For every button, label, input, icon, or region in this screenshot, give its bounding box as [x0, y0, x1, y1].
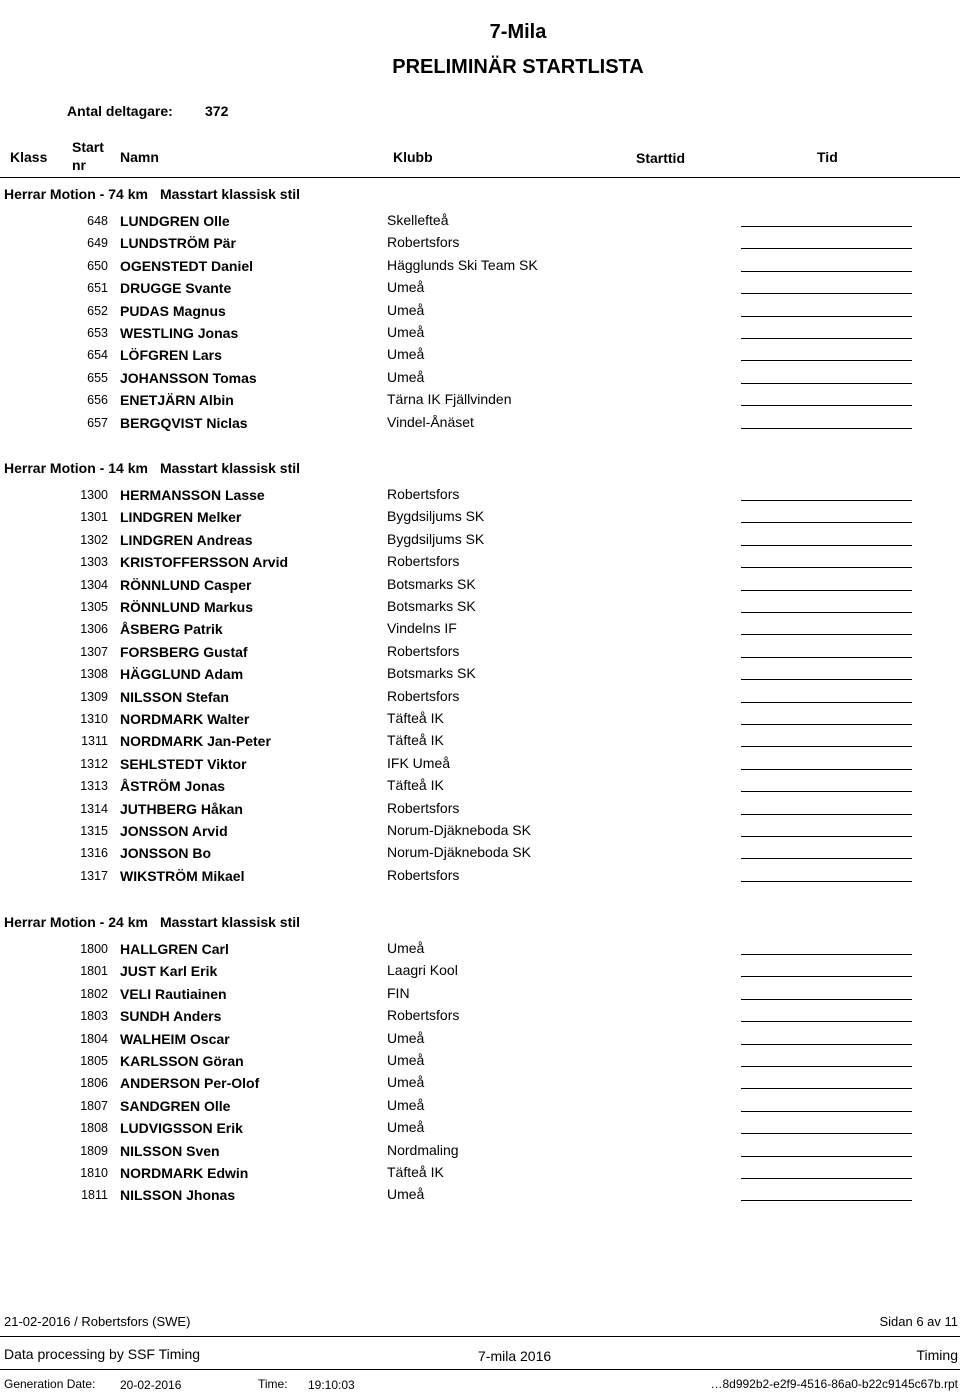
footer-date-place: 21-02-2016 / Robertsfors (SWE) — [4, 1314, 191, 1329]
time-entry-line — [741, 545, 912, 546]
participant-name: LÖFGREN Lars — [120, 347, 222, 364]
column-header-tid: Tid — [817, 149, 838, 165]
start-number: 1306 — [80, 622, 108, 637]
start-number: 1800 — [80, 942, 108, 956]
column-header-namn: Namn — [120, 149, 159, 165]
participant-club: Robertsfors — [387, 799, 460, 816]
page-title: 7-Mila — [489, 21, 547, 43]
start-number: 1809 — [80, 1143, 108, 1158]
start-list-row — [0, 1142, 960, 1164]
participant-name: DRUGGE Svante — [120, 280, 232, 297]
start-number: 1302 — [80, 532, 108, 547]
time-entry-line — [741, 954, 912, 955]
start-number: 1309 — [80, 689, 108, 704]
start-list-row — [0, 346, 960, 368]
time-entry-line — [741, 999, 912, 1000]
start-list-row — [0, 486, 960, 508]
start-number: 1807 — [80, 1098, 108, 1113]
start-number: 1301 — [80, 510, 108, 525]
participant-count-label: Antal deltagare: — [67, 103, 173, 119]
start-number: 1802 — [80, 986, 108, 1001]
start-list-row — [0, 391, 960, 413]
footer-processing: Data processing by SSF Timing — [4, 1346, 201, 1362]
start-number: 1305 — [80, 600, 108, 614]
participant-club: Laagri Kool — [387, 962, 458, 979]
start-list-row — [0, 279, 960, 301]
participant-name: NILSSON Stefan — [120, 688, 229, 705]
section-title — [4, 914, 300, 930]
time-entry-line — [741, 657, 912, 658]
section-class-name: Herrar Motion - 24 km — [4, 914, 148, 930]
participant-name: NORDMARK Edwin — [120, 1165, 249, 1181]
participant-club: Vindelns IF — [387, 620, 457, 637]
time-entry-line — [741, 1111, 912, 1112]
start-list-row — [0, 777, 960, 799]
participant-club: Botsmarks SK — [387, 665, 476, 682]
time-entry-line — [741, 1133, 912, 1134]
start-list-row — [0, 665, 960, 687]
participant-club: Norum-Djäkneboda SK — [387, 844, 531, 861]
start-list-row — [0, 257, 960, 279]
participant-name: JOHANSSON Tomas — [120, 369, 257, 386]
start-number: 1307 — [80, 644, 108, 659]
participant-name: ENETJÄRN Albin — [120, 392, 234, 409]
participant-name: VELI Rautiainen — [120, 985, 227, 1002]
participant-club: Umeå — [387, 346, 425, 363]
section-title — [4, 460, 300, 476]
footer-divider-top — [0, 1336, 960, 1337]
start-number: 1805 — [80, 1054, 108, 1068]
section-start-type: Masstart klassisk stil — [159, 914, 301, 930]
time-entry-line — [741, 814, 912, 815]
time-entry-line — [741, 271, 912, 272]
section-title — [4, 186, 300, 202]
time-entry-line — [741, 836, 912, 837]
start-number: 1804 — [80, 1031, 108, 1046]
start-number: 651 — [87, 281, 108, 296]
time-entry-line — [741, 567, 912, 568]
column-header-start: Start — [72, 139, 104, 155]
time-entry-line — [741, 405, 912, 406]
participant-club: Robertsfors — [387, 642, 460, 659]
participant-name: BERGQVIST Niclas — [120, 414, 248, 431]
start-list-row — [0, 940, 960, 962]
start-number: 654 — [87, 348, 108, 363]
participant-club: Robertsfors — [387, 866, 460, 883]
participant-club: Nordmaling — [387, 1141, 459, 1158]
time-entry-line — [741, 1066, 912, 1067]
start-number: 1313 — [80, 779, 108, 794]
footer-time-value: 19:10:03 — [308, 1378, 355, 1392]
start-number: 1300 — [80, 488, 108, 502]
header-divider — [0, 177, 960, 178]
time-entry-line — [741, 976, 912, 977]
participant-club: Vindel-Ånäset — [387, 413, 474, 430]
start-list-row — [0, 732, 960, 754]
start-list-row — [0, 1052, 960, 1074]
start-list-row — [0, 553, 960, 575]
participant-club: Umeå — [387, 301, 425, 318]
participant-name: PUDAS Magnus — [120, 302, 226, 319]
participant-name: WESTLING Jonas — [120, 325, 239, 341]
participant-club: FIN — [387, 984, 410, 1001]
participant-club: Umeå — [387, 940, 425, 956]
start-list-row — [0, 234, 960, 256]
participant-club: Robertsfors — [387, 1007, 460, 1024]
time-entry-line — [741, 858, 912, 859]
participant-name: HALLGREN Carl — [120, 941, 229, 957]
section-start-type: Masstart klassisk stil — [159, 460, 301, 476]
section-start-type: Masstart klassisk stil — [159, 186, 301, 202]
participant-name: SEHLSTEDT Viktor — [120, 755, 247, 772]
start-list-row — [0, 598, 960, 620]
time-entry-line — [741, 338, 912, 339]
time-entry-line — [741, 428, 912, 429]
footer-report-file: …8d992b2-e2f9-4516-86a0-b22c9145c67b.rpt — [710, 1377, 958, 1391]
participant-name: WALHEIM Oscar — [120, 1030, 230, 1047]
time-entry-line — [741, 612, 912, 613]
time-entry-line — [741, 293, 912, 294]
start-list-row — [0, 844, 960, 866]
participant-name: HERMANSSON Lasse — [120, 487, 265, 503]
time-entry-line — [741, 226, 912, 227]
section-class-name: Herrar Motion - 74 km — [4, 186, 148, 202]
time-entry-line — [741, 634, 912, 635]
start-list-row — [0, 962, 960, 984]
start-list-row — [0, 643, 960, 665]
participant-name: LINDGREN Andreas — [120, 531, 253, 548]
participant-name: LUNDGREN Olle — [120, 213, 230, 229]
participant-club: Umeå — [387, 1186, 425, 1203]
time-entry-line — [741, 679, 912, 680]
participant-count-value: 372 — [205, 103, 229, 119]
participant-club: Umeå — [387, 1029, 425, 1046]
footer-divider-bottom — [0, 1369, 960, 1370]
participant-name: LUDVIGSSON Erik — [120, 1120, 243, 1137]
time-entry-line — [741, 769, 912, 770]
start-number: 652 — [87, 303, 108, 318]
start-number: 1803 — [80, 1009, 108, 1024]
start-list-row — [0, 710, 960, 732]
time-entry-line — [741, 383, 912, 384]
time-entry-line — [741, 590, 912, 591]
time-entry-line — [741, 1156, 912, 1157]
participant-club: Umeå — [387, 1096, 425, 1113]
participant-name: RÖNNLUND Casper — [120, 576, 252, 593]
start-list-row — [0, 867, 960, 889]
start-number: 1314 — [80, 801, 108, 816]
participant-name: NORDMARK Jan-Peter — [120, 733, 271, 750]
start-number: 1310 — [80, 712, 108, 726]
participant-name: JUTHBERG Håkan — [120, 800, 243, 817]
time-entry-line — [741, 360, 912, 361]
participant-name: NILSSON Sven — [120, 1142, 220, 1159]
participant-name: NILSSON Jhonas — [120, 1187, 236, 1204]
footer-generation-date: 20-02-2016 — [120, 1378, 182, 1392]
participant-club: Bygdsiljums SK — [387, 508, 485, 525]
start-list-row — [0, 1119, 960, 1141]
time-entry-line — [741, 791, 912, 792]
participant-name: JONSSON Bo — [120, 845, 212, 862]
participant-club: Botsmarks SK — [387, 598, 476, 614]
footer-page-number: Sidan 6 av 11 — [879, 1314, 958, 1329]
participant-name: WIKSTRÖM Mikael — [120, 867, 245, 884]
start-number: 1806 — [80, 1076, 108, 1091]
start-number: 1304 — [80, 577, 108, 592]
start-number: 655 — [87, 370, 108, 385]
start-list-row — [0, 1030, 960, 1052]
participant-club: Botsmarks SK — [387, 575, 476, 592]
start-number: 1315 — [80, 824, 108, 838]
time-entry-line — [741, 702, 912, 703]
participant-name: SANDGREN Olle — [120, 1097, 231, 1114]
time-entry-line — [741, 1044, 912, 1045]
participant-name: JUST Karl Erik — [120, 963, 218, 980]
participant-club: Hägglunds Ski Team SK — [387, 256, 538, 273]
start-number: 1801 — [80, 964, 108, 979]
column-header-klubb: Klubb — [393, 149, 433, 165]
participant-club: Robertsfors — [387, 553, 460, 570]
participant-club: Umeå — [387, 1074, 425, 1091]
participant-name: JONSSON Arvid — [120, 823, 228, 839]
start-number: 657 — [87, 415, 108, 430]
start-list-row — [0, 576, 960, 598]
start-list-row — [0, 620, 960, 642]
start-list-row — [0, 1097, 960, 1119]
start-list-row — [0, 369, 960, 391]
start-list-row — [0, 1164, 960, 1186]
time-entry-line — [741, 1200, 912, 1201]
start-number: 1316 — [80, 846, 108, 861]
participant-name: NORDMARK Walter — [120, 711, 250, 727]
start-list-row — [0, 822, 960, 844]
start-number: 653 — [87, 326, 108, 340]
time-entry-line — [741, 522, 912, 523]
participant-name: HÄGGLUND Adam — [120, 666, 244, 683]
start-number: 649 — [87, 236, 108, 251]
participant-club: Norum-Djäkneboda SK — [387, 822, 531, 838]
participant-name: RÖNNLUND Markus — [120, 599, 254, 615]
start-number: 656 — [87, 393, 108, 408]
participant-name: KRISTOFFERSSON Arvid — [120, 554, 289, 571]
participant-club: Täfteå IK — [387, 777, 444, 794]
participant-club: Umeå — [387, 324, 425, 340]
start-list-row — [0, 800, 960, 822]
start-number: 1308 — [80, 667, 108, 682]
footer-time-label: Time: — [258, 1377, 288, 1391]
participant-club: Skellefteå — [387, 212, 449, 228]
start-number: 1311 — [81, 734, 108, 749]
start-list-row — [0, 755, 960, 777]
time-entry-line — [741, 1088, 912, 1089]
time-entry-line — [741, 746, 912, 747]
start-list-row — [0, 1186, 960, 1208]
page-subtitle: PRELIMINÄR STARTLISTA — [392, 56, 644, 78]
section-class-name: Herrar Motion - 14 km — [4, 460, 148, 476]
time-entry-line — [741, 881, 912, 882]
start-number: 1317 — [80, 868, 108, 883]
start-list-row — [0, 212, 960, 234]
start-list-row — [0, 688, 960, 710]
start-number: 650 — [87, 258, 108, 273]
participant-name: OGENSTEDT Daniel — [120, 257, 254, 274]
column-header-starttid: Starttid — [636, 150, 685, 166]
start-list-row — [0, 1074, 960, 1096]
participant-club: Bygdsiljums SK — [387, 530, 485, 547]
footer-generation-label: Generation Date: — [4, 1377, 96, 1391]
participant-club: Umeå — [387, 368, 425, 385]
participant-name: ÅSTRÖM Jonas — [120, 778, 226, 795]
participant-name: FORSBERG Gustaf — [120, 643, 248, 660]
column-header-klass: Klass — [10, 149, 48, 165]
start-list-row — [0, 985, 960, 1007]
start-list-row — [0, 508, 960, 530]
time-entry-line — [741, 724, 912, 725]
participant-club: Umeå — [387, 279, 425, 296]
start-list-row — [0, 1007, 960, 1029]
start-list-row — [0, 414, 960, 436]
start-list-row — [0, 324, 960, 346]
start-number: 1810 — [80, 1166, 108, 1180]
participant-club: Umeå — [387, 1052, 425, 1068]
participant-name: LUNDSTRÖM Pär — [120, 235, 236, 252]
time-entry-line — [741, 316, 912, 317]
start-number: 648 — [87, 214, 108, 228]
participant-club: Umeå — [387, 1119, 425, 1136]
participant-name: SUNDH Anders — [120, 1008, 222, 1025]
participant-name: ANDERSON Per-Olof — [120, 1075, 260, 1092]
participant-club: Täfteå IK — [387, 1164, 444, 1180]
participant-name: KARLSSON Göran — [120, 1053, 244, 1069]
participant-club: IFK Umeå — [387, 754, 451, 771]
footer-timing: Timing — [916, 1347, 958, 1363]
participant-club: Robertsfors — [387, 687, 460, 704]
participant-name: ÅSBERG Patrik — [120, 621, 223, 638]
start-number: 1312 — [80, 756, 108, 771]
participant-club: Tärna IK Fjällvinden — [387, 391, 512, 408]
participant-club: Täfteå IK — [387, 710, 444, 726]
time-entry-line — [741, 1021, 912, 1022]
footer-event: 7-mila 2016 — [478, 1348, 552, 1364]
start-list-row — [0, 302, 960, 324]
time-entry-line — [741, 1178, 912, 1179]
participant-club: Robertsfors — [387, 486, 460, 502]
participant-club: Täfteå IK — [387, 732, 444, 749]
start-number: 1808 — [80, 1121, 108, 1136]
time-entry-line — [741, 248, 912, 249]
column-header-nr: nr — [72, 157, 86, 173]
time-entry-line — [741, 500, 912, 501]
start-number: 1303 — [80, 555, 108, 570]
start-number: 1811 — [81, 1188, 108, 1203]
participant-name: LINDGREN Melker — [120, 509, 242, 526]
start-list-row — [0, 531, 960, 553]
participant-club: Robertsfors — [387, 234, 460, 251]
